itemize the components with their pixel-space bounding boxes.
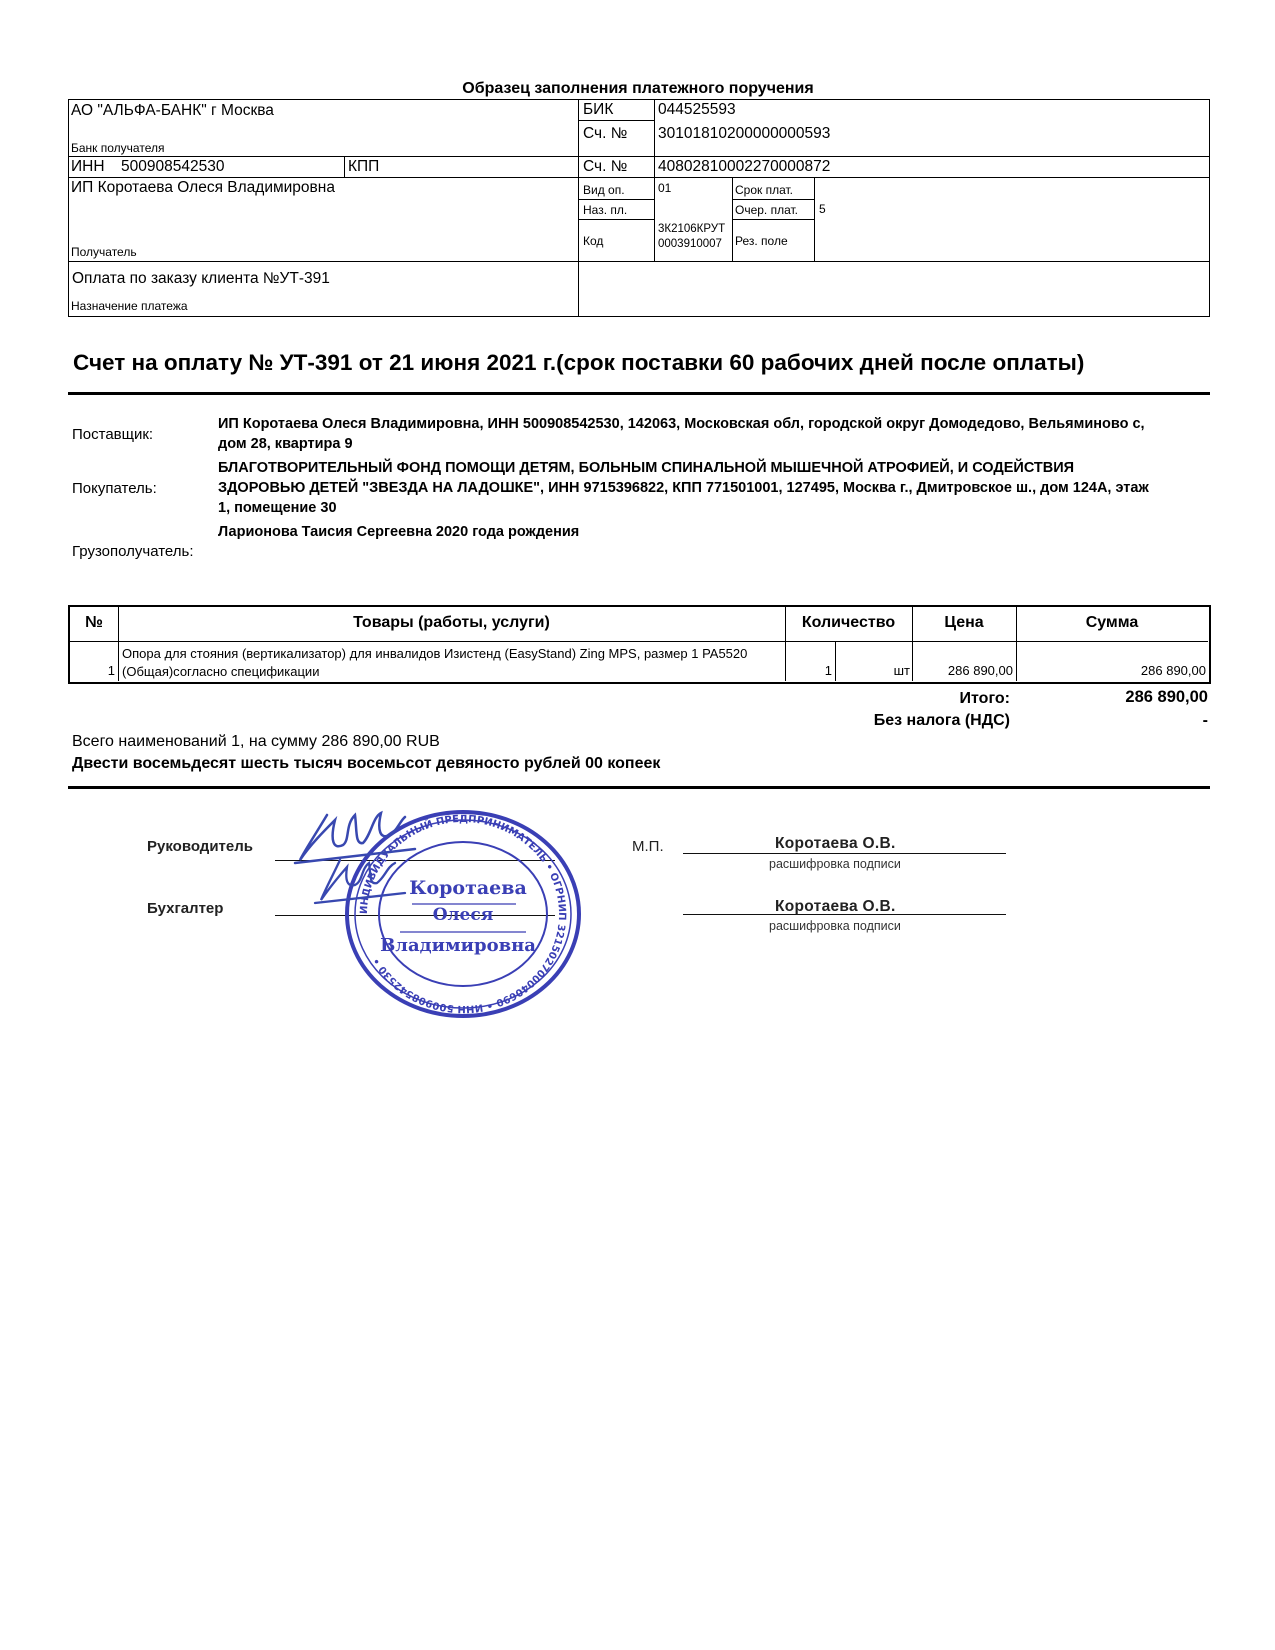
- payment-purpose: Оплата по заказу клиента №УТ-391: [72, 270, 330, 287]
- divider: [344, 156, 345, 177]
- stamp-line-2: Олеся: [432, 905, 494, 925]
- accountant-name: Коротаева О.В.: [775, 898, 896, 915]
- amount-in-words: Двести восемьдесят шесть тысяч восемьсот девяносто рублей 00 копеек: [72, 755, 661, 772]
- header-name: Товары (работы, услуги): [353, 614, 550, 631]
- director-label: Руководитель: [147, 838, 253, 855]
- vid-op-value: 01: [658, 181, 672, 195]
- divider: [578, 219, 654, 220]
- kod-line-1: 3К2106КРУТ: [658, 223, 726, 235]
- header-sum: Сумма: [1085, 614, 1139, 631]
- mp-label: М.П.: [632, 838, 664, 855]
- divider: [68, 786, 1210, 789]
- buyer-line: ЗДОРОВЬЮ ДЕТЕЙ "ЗВЕЗДА НА ЛАДОШКЕ", ИНН 9715396822, КПП 771501001, 127495, Москва г., Дмитровское ш., дом 124А, этаж: [218, 480, 1149, 496]
- accountant-decode-note: расшифровка подписи: [769, 919, 901, 933]
- row-unit: шт: [893, 663, 910, 678]
- consignee-label: Грузополучатель:: [72, 543, 194, 560]
- supplier-label: Поставщик:: [72, 426, 154, 443]
- payment-order-title: Образец заполнения платежного поручения: [462, 80, 814, 97]
- buyer-label: Покупатель:: [72, 480, 157, 497]
- total-label: Итого:: [959, 690, 1010, 707]
- row-qty: 1: [824, 663, 832, 678]
- ocher-label: Очер. плат.: [735, 203, 799, 217]
- buyer-line: 1, помещение 30: [218, 500, 337, 516]
- row-name-line: (Общая)согласно спецификации: [122, 664, 320, 679]
- row-sum: 286 890,00: [1140, 663, 1206, 678]
- bank-label: Банк получателя: [71, 141, 165, 155]
- divider: [578, 199, 654, 200]
- naz-pl-label: Наз. пл.: [583, 203, 628, 217]
- ocher-value: 5: [819, 202, 826, 216]
- total-value: 286 890,00: [1125, 688, 1208, 706]
- handwritten-signature: [285, 805, 435, 915]
- divider: [68, 392, 1210, 395]
- corr-account-value: 30101810200000000593: [658, 125, 831, 142]
- director-name: Коротаева О.В.: [775, 835, 896, 852]
- supplier-details: [218, 414, 1208, 454]
- row-name: [122, 645, 747, 681]
- header-qty: Количество: [801, 614, 896, 631]
- bik-label: БИК: [583, 101, 614, 118]
- divider: [732, 199, 814, 200]
- header-num: №: [85, 614, 103, 631]
- divider: [578, 100, 579, 317]
- stamp-line-3: Владимировна: [380, 935, 536, 956]
- tax-label: Без налога (НДС): [873, 712, 1010, 729]
- divider: [69, 261, 1209, 262]
- director-decode-note: расшифровка подписи: [769, 857, 901, 871]
- divider: [578, 120, 654, 121]
- row-price: 286 890,00: [947, 663, 1013, 678]
- inn-label: ИНН: [71, 158, 105, 175]
- kpp-label: КПП: [348, 158, 380, 175]
- kod-label: Код: [583, 234, 604, 248]
- supplier-line: дом 28, квартира 9: [218, 436, 353, 452]
- divider: [69, 156, 1209, 157]
- divider: [654, 100, 655, 261]
- tax-value: -: [1202, 712, 1208, 729]
- row-name-line: Опора для стояния (вертикализатор) для инвалидов Изистенд (EasyStand) Zing MPS, размер 1 PA5520: [122, 646, 748, 661]
- rez-label: Рез. поле: [735, 234, 788, 248]
- consignee-details: Ларионова Таисия Сергеевна 2020 года рождения: [218, 524, 580, 540]
- payment-order-form: [68, 99, 1210, 317]
- srok-label: Срок плат.: [735, 183, 794, 197]
- recipient-name: ИП Коротаева Олеся Владимировна: [71, 179, 335, 196]
- account-label: Сч. №: [583, 158, 628, 175]
- items-summary: Всего наименований 1, на сумму 286 890,00 RUB: [72, 733, 440, 750]
- kod-value: [658, 222, 725, 252]
- row-num: 1: [107, 663, 115, 678]
- buyer-line: БЛАГОТВОРИТЕЛЬНЫЙ ФОНД ПОМОЩИ ДЕТЯМ, БОЛЬНЫМ СПИНАЛЬНОЙ МЫШЕЧНОЙ АТРОФИЕЙ, И СОДЕЙСТВИЯ: [218, 460, 1075, 476]
- header-price: Цена: [944, 614, 984, 631]
- divider: [70, 641, 1208, 642]
- account-value: 40802810002270000872: [658, 158, 831, 175]
- bank-name: АО "АЛЬФА-БАНК" г Москва: [71, 102, 274, 119]
- divider: [814, 177, 815, 261]
- divider: [732, 219, 814, 220]
- bik-value: 044525593: [658, 101, 736, 118]
- purpose-label: Назначение платежа: [71, 299, 188, 313]
- accountant-label: Бухгалтер: [147, 900, 224, 917]
- stamp-ring-text: ИНДИВИДУАЛЬНЫЙ ПРЕДПРИНИМАТЕЛЬ • ОГРНИП 321502700040690 • ИНН 500908542530 •: [358, 813, 568, 1015]
- director-name-line: [683, 853, 1006, 854]
- corr-account-label: Сч. №: [583, 125, 628, 142]
- vid-op-label: Вид оп.: [583, 183, 625, 197]
- recipient-label: Получатель: [71, 245, 137, 259]
- kod-line-2: 0003910007: [658, 238, 722, 250]
- goods-table: [68, 605, 1211, 684]
- divider: [69, 177, 1209, 178]
- invoice-title: Счет на оплату № УТ-391 от 21 июня 2021 г.(срок поставки 60 рабочих дней после оплаты): [73, 350, 1085, 375]
- stamp-line-1: Коротаева: [409, 877, 527, 899]
- buyer-details: [218, 458, 1208, 518]
- supplier-line: ИП Коротаева Олеся Владимировна, ИНН 500908542530, 142063, Московская обл, городской округ Домодедово, Вельяминово с,: [218, 416, 1145, 432]
- inn-value: 500908542530: [121, 158, 225, 175]
